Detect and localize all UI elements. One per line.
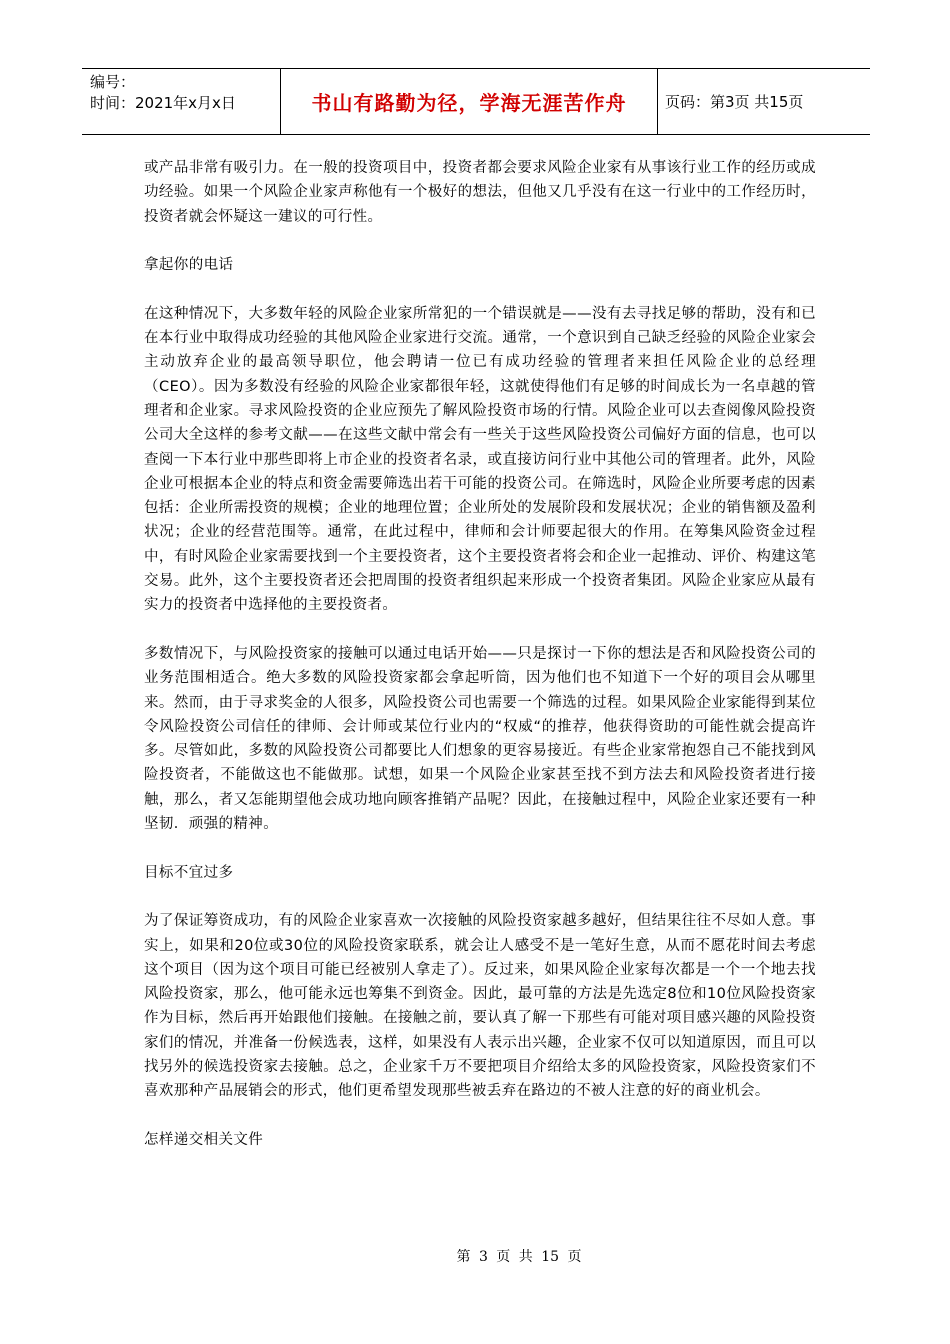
document-date-label: 时间：2021年x月x日 xyxy=(90,94,236,112)
header-meta xyxy=(82,69,281,134)
document-body xyxy=(144,156,816,1152)
section-heading-targets: 目标不宜过多 xyxy=(144,864,234,881)
paragraph-2: 在这种情况下，大多数年轻的风险企业家所常犯的一个错误就是——没有去寻找足够的帮助，没有和已在本行业中取得成功经验的其他风险企业家进行交流。通常，一个意识到自己缺乏经验的风险企业家会主动放弃企业的最高领导职位，他会聘请一位已有成功经验的管理者来担任风险企业的总经理（CEO）。因为多数没有经验的风险企业家都很年轻，这就使得他们有足够的时间成长为一名卓越的管理者和企业家。寻求风险投资的企业应预先了解风险投资市场的行情。风险企业可以去查阅像风险投资公司大全这样的参考文献——在这些文献中常会有一些关于这些风险投资公司偏好方面的信息，也可以查阅一下本行业中那些即将上市企业的投资者名录，或直接访问行业中其他公司的管理者。此外，风险企业可根据本企业的特点和资金需要筛选出若干可能的投资公司。在筛选时，风险企业所要考虑的因素包括：企业所需投资的规模；企业的地理位置；企业所处的发展阶段和发展状况；企业的销售额及盈利状况；企业的经营范围等。通常，在此过程中，律师和会计师要起很大的作用。在筹集风险资金过程中，有时风险企业家需要找到一个主要投资者，这个主要投资者将会和企业一起推动、评价、构建这笔交易。此外，这个主要投资者还会把周围的投资者组织起来形成一个投资者集团。风险企业家应从最有实力的投资者中选择他的主要投资者。 xyxy=(144,305,816,614)
document-number-label: 编号： xyxy=(90,73,136,91)
document-header xyxy=(82,68,870,135)
paragraph-1: 或产品非常有吸引力。在一般的投资项目中，投资者都会要求风险企业家有从事该行业工作的经历或成功经验。如果一个风险企业家声称他有一个极好的想法，但他又几乎没有在这一行业中的工作经历时，投资者就会怀疑这一建议的可行性。 xyxy=(144,160,816,225)
header-motto-cell xyxy=(281,69,658,134)
paragraph-4: 为了保证筹资成功，有的风险企业家喜欢一次接触的风险投资家越多越好，但结果往往不尽如人意。事实上，如果和20位或30位的风险投资家联系，就会让人感受不是一笔好生意，从而不愿花时间去考虑这个项目（因为这个项目可能已经被别人拿走了）。反过来，如果风险企业家每次都是一个一个地去找风险投资家，那么，他可能永远也筹集不到资金。因此，最可靠的方法是先选定8位和10位风险投资家作为目标，然后再开始跟他们接触。在接触之前，要认真了解一下那些有可能对项目感兴趣的风险投资家们的情况，并准备一份候选表，这样，如果没有人表示出兴趣，企业家不仅可以知道原因，而且可以找另外的候选投资家去接触。总之，企业家千万不要把项目介绍给太多的风险投资家，风险投资家们不喜欢那种产品展销会的形式，他们更希望发现那些被丢弃在路边的不被人注意的好的商业机会。 xyxy=(144,913,816,1100)
header-page-cell xyxy=(658,69,870,134)
section-heading-documents: 怎样递交相关文件 xyxy=(144,1131,264,1148)
header-page-number: 页码：第3页 共15页 xyxy=(665,93,804,111)
header-motto: 书山有路勤为径，学海无涯苦作舟 xyxy=(311,91,627,115)
paragraph-3: 多数情况下，与风险投资家的接触可以通过电话开始——只是探讨一下你的想法是否和风险投资公司的业务范围相适合。绝大多数的风险投资家都会拿起听筒，因为他们也不知道下一个好的项目会从哪里来。然而，由于寻求奖金的人很多，风险投资公司也需要一个筛选的过程。如果风险企业家能得到某位令风险投资公司信任的律师、会计师或某位行业内的“权威“的推荐，他获得资助的可能性就会提高许多。尽管如此，多数的风险投资公司都要比人们想象的更容易接近。有些企业家常抱怨自己不能找到风险投资者，不能做这也不能做那。试想，如果一个风险企业家甚至找不到方法去和风险投资者进行接触，那么，者又怎能期望他会成功地向顾客推销产品呢？因此，在接触过程中，风险企业家还要有一种坚韧．顽强的精神。 xyxy=(144,645,816,833)
footer-page-number: 第 3 页 共 15 页 xyxy=(456,1249,582,1265)
section-heading-phone: 拿起你的电话 xyxy=(144,257,234,274)
page-footer xyxy=(0,1246,950,1266)
